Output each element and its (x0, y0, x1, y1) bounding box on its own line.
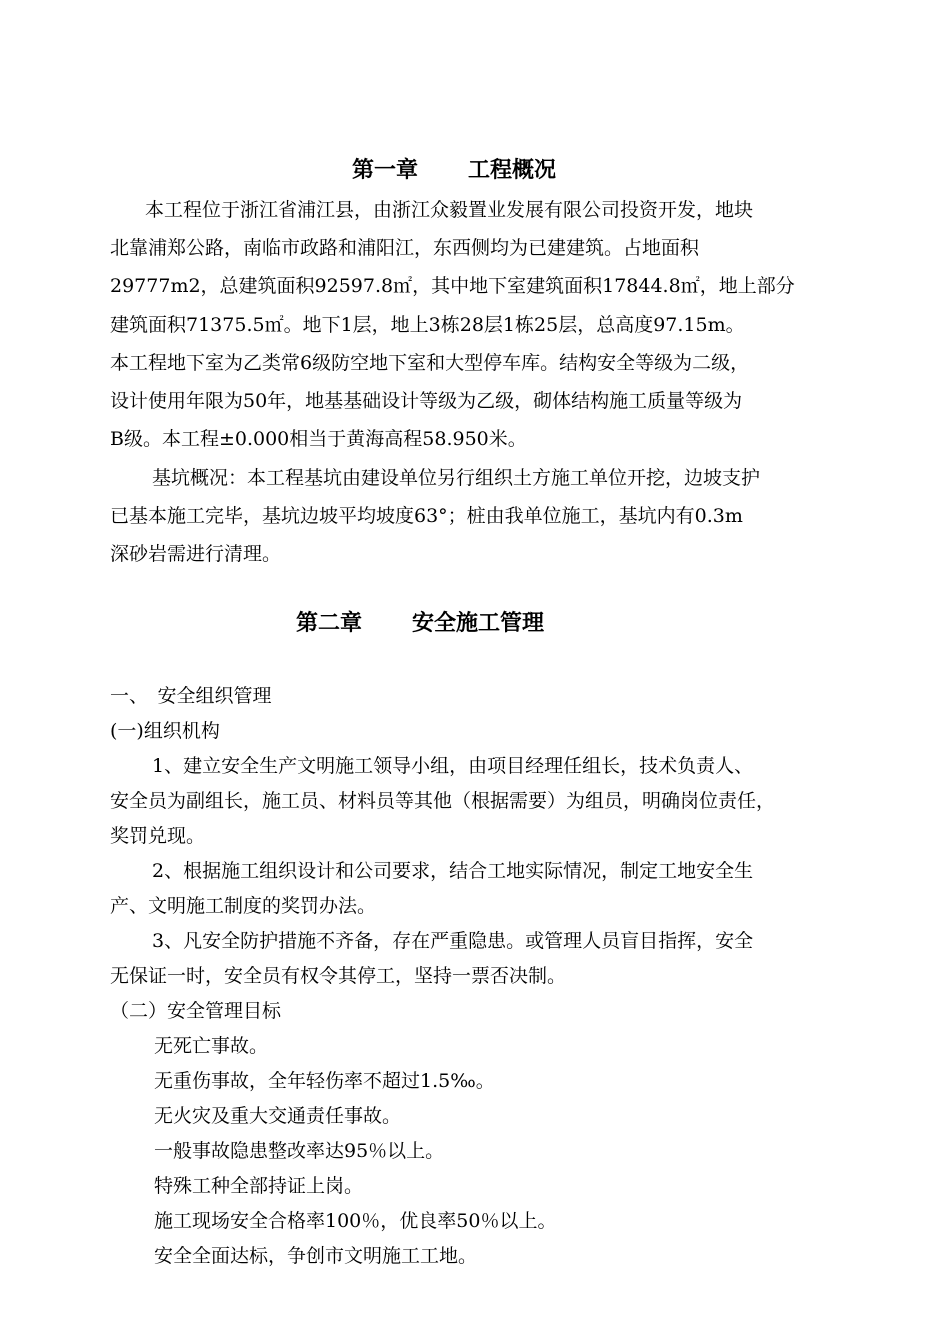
item1-line: 奖罚兑现。 (110, 825, 206, 847)
item2-line: 2、根据施工组织设计和公司要求，结合工地实际情况，制定工地安全生 (152, 860, 754, 882)
chapter1-para1-line: 本工程地下室为乙类常6级防空地下室和大型停车库。结构安全等级为二级， (110, 352, 750, 374)
item1-line: 1、建立安全生产文明施工领导小组，由项目经理任组长，技术负责人、 (152, 755, 754, 777)
chapter1-para1-line: 本工程位于浙江省浦江县，由浙江众毅置业发展有限公司投资开发，地块 (145, 199, 754, 221)
item3-line: 3、凡安全防护措施不齐备，存在严重隐患。或管理人员盲目指挥，安全 (152, 930, 754, 952)
item2-line: 产、文明施工制度的奖罚办法。 (110, 895, 377, 917)
goal-item: 特殊工种全部持证上岗。 (154, 1175, 364, 1197)
goal-item: 施工现场安全合格率100％，优良率50％以上。 (154, 1210, 557, 1232)
chapter1-para1-line: 设计使用年限为50年，地基基础设计等级为乙级，砌体结构施工质量等级为 (110, 390, 743, 412)
item3-line: 无保证一时，安全员有权令其停工，坚持一票否决制。 (110, 965, 567, 987)
sub2-heading: （二）安全管理目标 (110, 1000, 282, 1022)
chapter1-number: 第一章 (352, 158, 419, 183)
chapter2-number: 第二章 (296, 611, 363, 636)
chapter1-para1-line: 北靠浦郑公路，南临市政路和浦阳江，东西侧均为已建建筑。占地面积 (110, 237, 700, 259)
goal-item: 无重伤事故，全年轻伤率不超过1.5‰。 (154, 1070, 495, 1092)
goal-item: 无火灾及重大交通责任事故。 (154, 1105, 402, 1127)
chapter1-para1-line: B级。本工程±0.000相当于黄海高程58.950米。 (110, 428, 527, 450)
chapter1-para2-line: 已基本施工完毕，基坑边坡平均坡度63°；桩由我单位施工，基坑内有0.3m (110, 505, 743, 527)
chapter1-para1-line: 29777m2，总建筑面积92597.8㎡，其中地下室建筑面积17844.8㎡，地上部分 (110, 275, 795, 297)
goal-item: 无死亡事故。 (154, 1035, 269, 1057)
chapter1-title (352, 157, 556, 185)
chapter1-para1-line: 建筑面积71375.5㎡。地下1层，地上3栋28层1栋25层，总高度97.15m。 (110, 314, 745, 336)
goal-item: 安全全面达标，争创市文明施工工地。 (154, 1245, 478, 1267)
section1-heading: 一、 安全组织管理 (110, 685, 272, 707)
chapter2-title (296, 610, 544, 638)
sub1-heading: (一)组织机构 (110, 720, 220, 742)
chapter1-name: 工程概况 (468, 158, 557, 183)
goal-item: 一般事故隐患整改率达95％以上。 (154, 1140, 445, 1162)
item1-line: 安全员为副组长，施工员、材料员等其他（根据需要）为组员，明确岗位责任， (110, 790, 776, 812)
chapter2-name: 安全施工管理 (412, 611, 545, 636)
chapter1-para2-line: 基坑概况：本工程基坑由建设单位另行组织土方施工单位开挖，边坡支护 (152, 467, 761, 489)
chapter1-para2-line: 深砂岩需进行清理。 (110, 543, 282, 565)
